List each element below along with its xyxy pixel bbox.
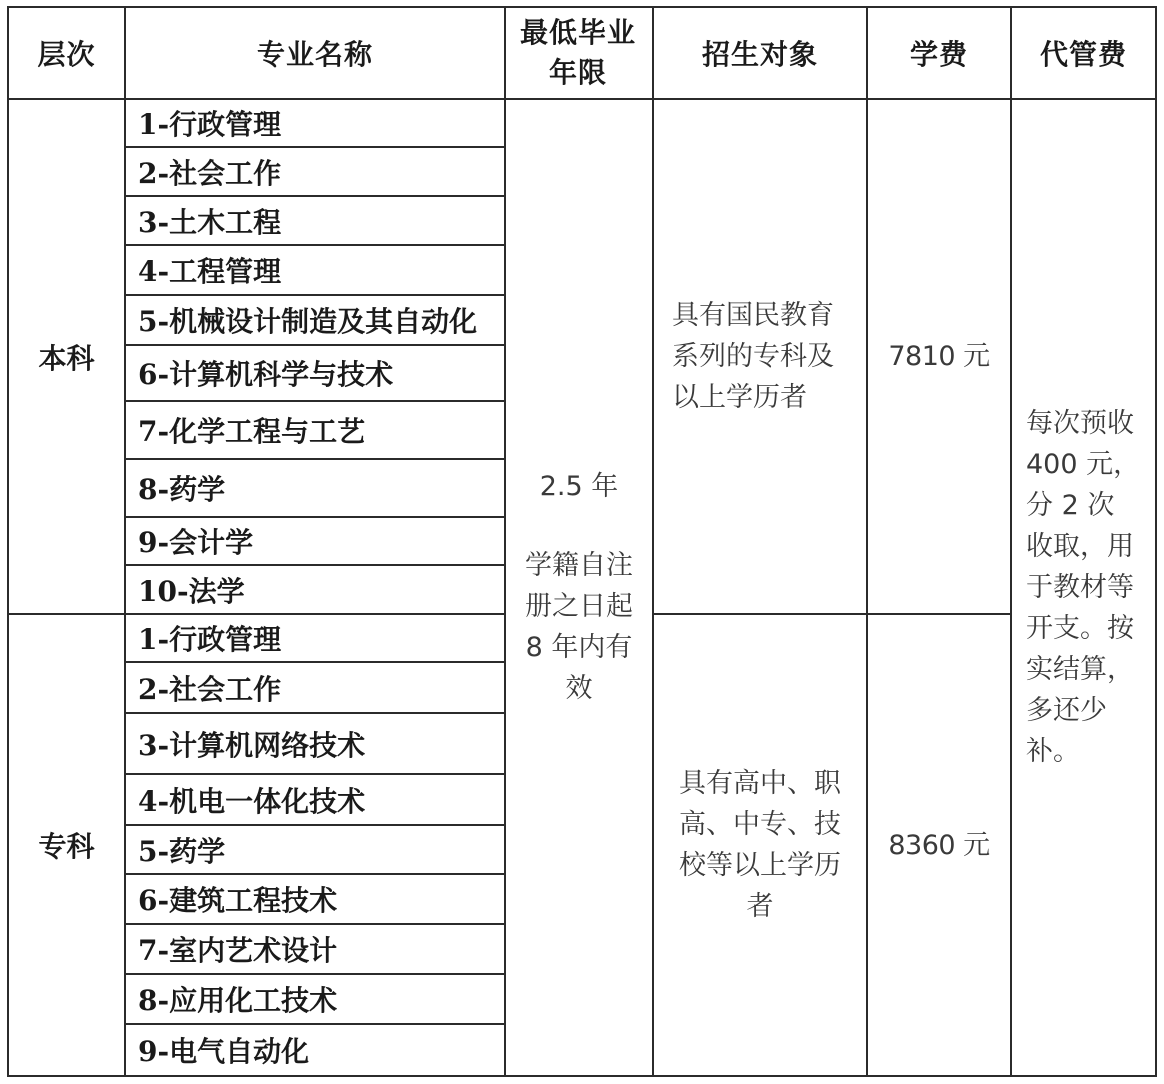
major-item: 1-行政管理 (138, 623, 282, 656)
major-item: 4-机电一体化技术 (138, 784, 366, 818)
major-item: 7-室内艺术设计 (138, 934, 338, 967)
tuition-undergraduate: 7810 元 (888, 341, 990, 372)
major-item: 9-会计学 (138, 526, 254, 559)
major-item: 2-社会工作 (138, 672, 282, 706)
major-item: 5-药学 (138, 834, 226, 868)
header-duration: 最低毕业年限 (519, 16, 636, 89)
target-junior-college-text: 具有高中、职高、中专、技校等以上学历者 (679, 768, 841, 922)
target-junior-college (654, 615, 866, 1075)
major-item: 8-应用化工技术 (138, 984, 338, 1017)
major-item: 6-计算机科学与技术 (138, 358, 394, 391)
header-major: 专业名称 (256, 38, 373, 71)
major-item: 8-药学 (138, 473, 226, 506)
header-agency-fee: 代管费 (1039, 38, 1127, 71)
major-item: 3-土木工程 (138, 205, 282, 239)
duration-years: 2.5 年 (539, 471, 619, 502)
major-item: 5-机械设计制造及其自动化 (138, 305, 478, 338)
header-target: 招生对象 (701, 38, 818, 71)
level-undergraduate: 本科 (38, 341, 95, 375)
major-item: 3-计算机网络技术 (138, 728, 366, 762)
target-undergraduate-text: 具有国民教育系列的专科及以上学历者 (672, 300, 834, 413)
duration-cell (506, 100, 652, 1075)
major-item: 4-工程管理 (138, 255, 282, 288)
duration-validity: 学籍自注册之日起 8 年内有效 (525, 550, 633, 704)
major-item: 9-电气自动化 (138, 1035, 310, 1068)
major-item: 10-法学 (138, 574, 245, 608)
table-border-right (1155, 6, 1157, 1077)
major-item: 2-社会工作 (138, 156, 282, 190)
header-tuition: 学费 (909, 38, 968, 71)
agency-fee-cell (1012, 100, 1155, 1075)
major-item: 6-建筑工程技术 (138, 884, 338, 917)
tuition-junior-college: 8360 元 (888, 829, 990, 861)
table-border-bottom (7, 1075, 1157, 1077)
major-item: 1-行政管理 (138, 108, 282, 141)
level-junior-college: 专科 (38, 830, 95, 863)
major-item: 7-化学工程与工艺 (138, 415, 366, 448)
target-undergraduate (654, 100, 866, 613)
agency-fee-note: 每次预收 400 元，分 2 次收取，用于教材等开支。按实结算，多还少补。 (1026, 408, 1141, 767)
header-level: 层次 (37, 38, 96, 71)
